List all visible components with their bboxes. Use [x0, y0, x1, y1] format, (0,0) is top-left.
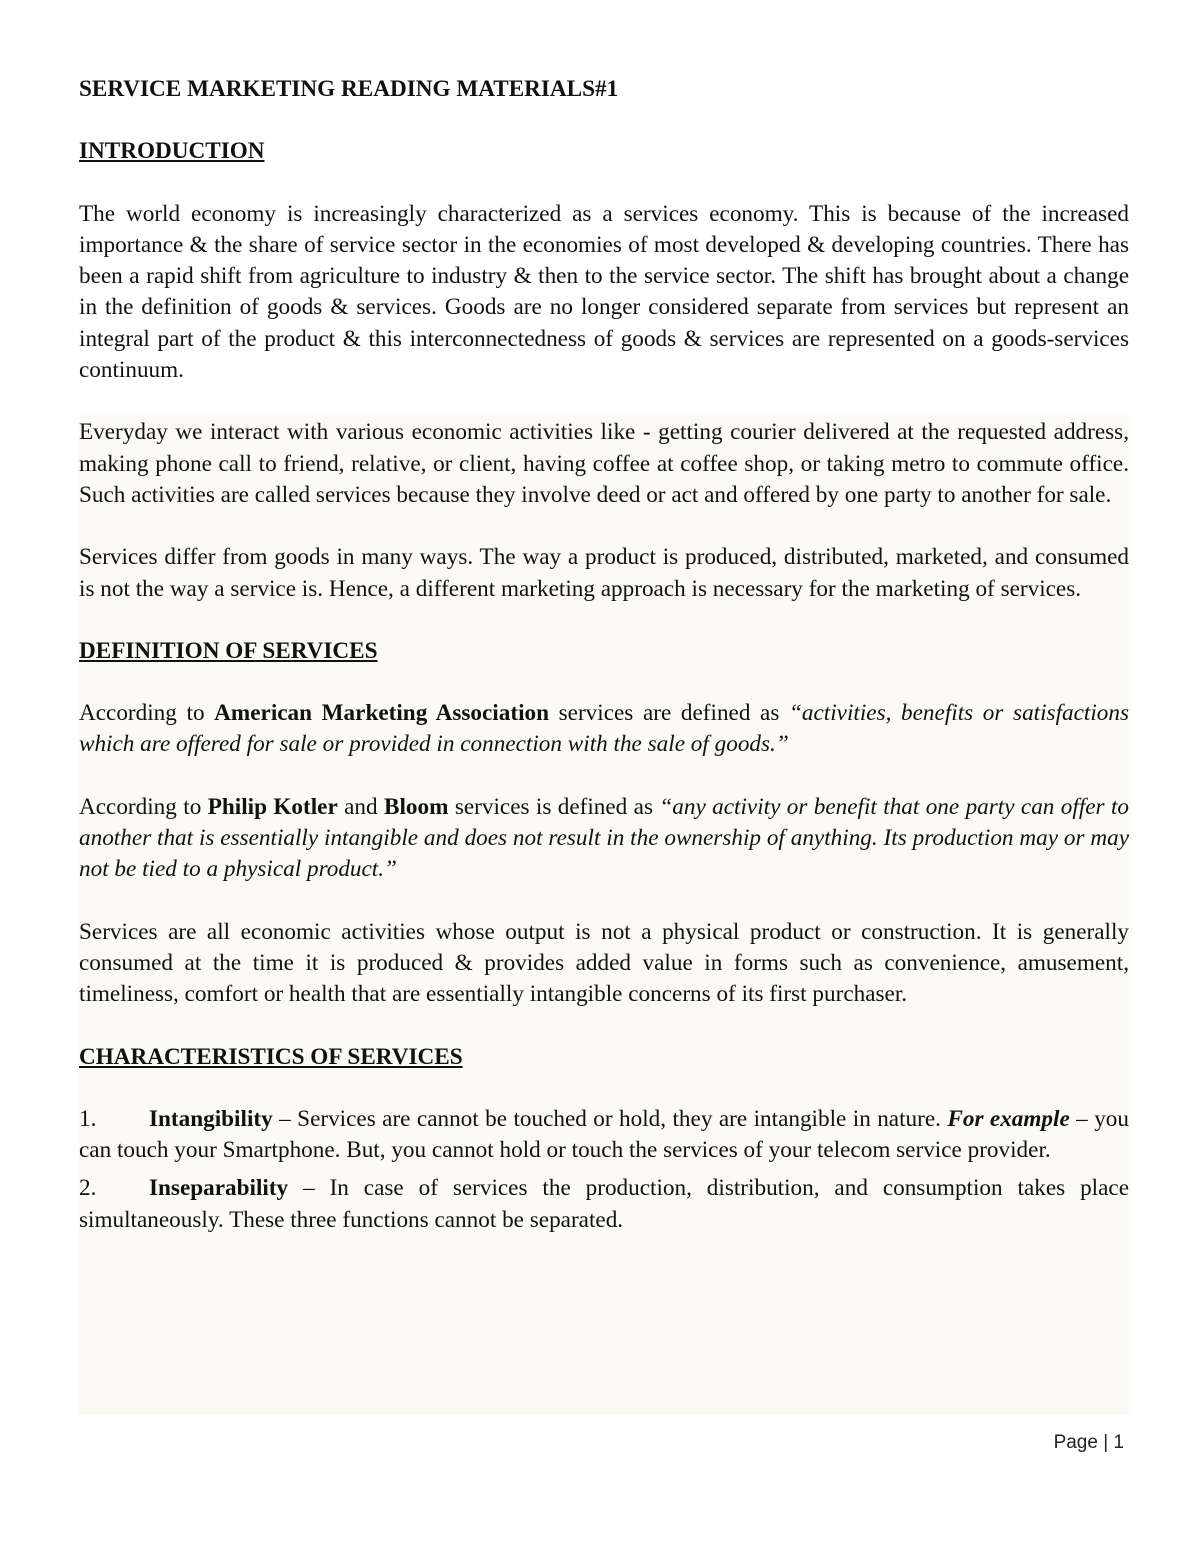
intro-paragraph-2: Everyday we interact with various economic activities like - getting courier delivered at the requested address, making phone call to friend, relative, or client, having coffee at coffee shop, or taking metro to commute office. Such activities are called services because they involve deed or act and offered by one party to another for sale.: [79, 419, 1129, 508]
definition-kotler-paragraph: [79, 792, 1129, 886]
definition-kotler-and: and: [337, 793, 385, 820]
definition-kotler-author-2: Bloom: [384, 793, 449, 820]
definition-kotler-mid: services is defined as: [448, 793, 660, 820]
list-item-term: Inseparability: [149, 1175, 289, 1202]
definition-ama-source: American Marketing Association: [214, 700, 550, 727]
characteristics-heading: CHARACTERISTICS OF SERVICES: [79, 1043, 463, 1070]
intro-paragraph-1: The world economy is increasingly characterized as a services economy. This is because of the increased importance & the share of service sector in the economies of most developed & developing countries. There has been a rapid shift from agriculture to industry & then to the service sector. The shift has brought about a change in the definition of goods & services. Goods are no longer considered separate from services but represent an integral part of the product & this interconnectedness of goods & services are represented on a goods-services continuum.: [79, 200, 1129, 384]
page-number-footer: Page | 1: [1053, 1432, 1124, 1453]
document-title: SERVICE MARKETING READING MATERIALS#1: [79, 76, 619, 102]
list-item-number: 2.: [79, 1175, 97, 1202]
definition-kotler-prefix: According to: [79, 793, 208, 820]
list-item-text-2: – you can touch your Smartphone. But, you cannot hold or touch the services of your telecom service provider.: [79, 1105, 1129, 1164]
page-content: [79, 74, 1129, 1243]
list-item-text: – In case of services the production, distribution, and consumption takes place simultaneously. These three functions cannot be separated.: [79, 1175, 1129, 1233]
intro-paragraph-3: Services differ from goods in many ways. The way a product is produced, distributed, marketed, and consumed is not the way a service is. Hence, a different marketing approach is necessary for the marketing of services.: [79, 544, 1129, 602]
definition-paragraph-3: Services are all economic activities whose output is not a physical product or construction. It is generally consumed at the time it is produced & provides added value in forms such as convenience, amusement, timeliness, comfort or health that are essentially intangible concerns of its first purchaser.: [79, 918, 1129, 1008]
list-item-text: – Services are cannot be touched or hold, they are intangible in nature.: [272, 1105, 948, 1132]
list-item: [79, 1104, 1129, 1167]
definition-ama-prefix: According to: [79, 700, 215, 727]
definition-kotler-author-1: Philip Kotler: [207, 793, 338, 820]
list-item-term: Intangibility: [149, 1105, 273, 1132]
list-item-example: For example: [947, 1105, 1070, 1132]
definition-ama-quote: “activities, benefits or satisfactions which are offered for sale or provided in connection with the sale of goods.”: [79, 700, 1129, 758]
definition-heading: DEFINITION OF SERVICES: [79, 637, 378, 664]
list-item-number: 1.: [79, 1105, 97, 1132]
list-item: [79, 1173, 1129, 1236]
definition-ama-mid: services are defined as: [549, 700, 790, 727]
definition-kotler-quote: “any activity or benefit that one party can offer to another that is essentially intangible and does not result in the ownership of anything. Its production may or may not be tied to a physical product.”: [79, 793, 1130, 883]
introduction-heading: INTRODUCTION: [79, 138, 265, 165]
definition-ama-paragraph: [79, 698, 1129, 761]
